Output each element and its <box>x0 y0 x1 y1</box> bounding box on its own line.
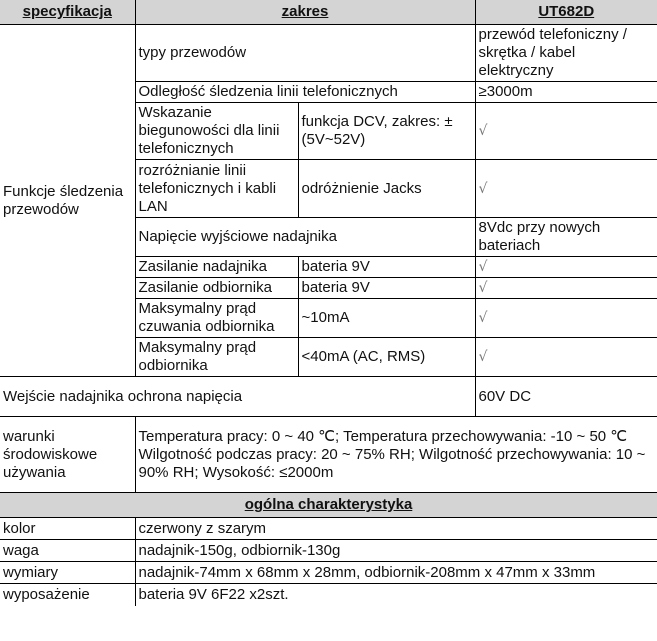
spec-name: kolor <box>0 518 135 540</box>
spec-value: przewód telefoniczny / skrętka / kabel elektryczny <box>475 25 657 82</box>
spec-name: waga <box>0 540 135 562</box>
spec-value: bateria 9V 6F22 x2szt. <box>138 585 289 603</box>
spec-range: <40mA (AC, RMS) <box>298 338 475 377</box>
section-header-row <box>0 493 657 518</box>
environment-temperature: Temperatura pracy: 0 ~ 40 ℃; Temperatura przechowywania: -10 ~ 50 ℃ <box>138 427 628 445</box>
spec-range: bateria 9V <box>298 257 475 278</box>
table-row <box>0 417 657 493</box>
table-row <box>0 540 657 562</box>
check-mark-icon: √ <box>475 278 657 299</box>
spec-range: funkcja DCV, zakres: ±(5V~52V) <box>298 103 475 160</box>
section-title: ogólna charakterystyka <box>0 493 657 518</box>
spec-name: wymiary <box>0 562 135 584</box>
spec-value: 8Vdc przy nowych bateriach <box>475 218 657 257</box>
spec-name: warunki środowiskowe używania <box>0 417 135 493</box>
header-model: UT682D <box>475 0 657 25</box>
table-row <box>0 562 657 584</box>
spec-name: Zasilanie odbiornika <box>135 278 298 299</box>
spec-value: nadajnik-150g, odbiornik-130g <box>135 540 657 562</box>
check-mark-icon: √ <box>475 103 657 160</box>
check-mark-icon: √ <box>478 349 488 365</box>
spec-name: Maksymalny prąd odbiornika <box>135 338 298 377</box>
header-spec: specyfikacja <box>0 0 135 25</box>
header-row <box>0 0 657 25</box>
spec-value: ≥3000m <box>475 82 657 103</box>
spec-name: Zasilanie nadajnika <box>135 257 298 278</box>
spec-value: 60V DC <box>475 377 657 417</box>
spec-name: Maksymalny prąd czuwania odbiornika <box>135 299 298 338</box>
spec-name: Odległość śledzenia linii telefonicznych <box>135 82 475 103</box>
spec-value <box>135 417 657 493</box>
check-mark-icon: √ <box>475 257 657 278</box>
spec-name: Wejście nadajnika ochrona napięcia <box>0 377 475 417</box>
spec-range: odróżnienie Jacks <box>298 160 475 218</box>
table-row <box>0 377 657 417</box>
table-row <box>0 518 657 540</box>
spec-name: rozróżnianie linii telefonicznych i kabli LAN <box>135 160 298 218</box>
spec-range: bateria 9V <box>298 278 475 299</box>
spec-name: Wskazanie biegunowości dla linii telefonicznych <box>135 103 298 160</box>
spec-name: typy przewodów <box>135 25 475 82</box>
spec-range: ~10mA <box>298 299 475 338</box>
spec-value: nadajnik-74mm x 68mm x 28mm, odbiornik-208mm x 47mm x 33mm <box>135 562 657 584</box>
spec-name: Napięcie wyjściowe nadajnika <box>135 218 475 257</box>
group-label: Funkcje śledzenia przewodów <box>0 25 135 377</box>
spec-value: czerwony z szarym <box>135 518 657 540</box>
environment-humidity: Wilgotność podczas pracy: 20 ~ 75% RH; Wilgotność przechowywania: 10 ~ 90% RH; Wysokość: ≤2000m <box>138 445 646 481</box>
spec-name: wyposażenie <box>0 584 135 606</box>
header-range: zakres <box>135 0 475 25</box>
table-row <box>0 584 657 606</box>
check-mark-icon: √ <box>475 160 657 218</box>
check-mark-icon: √ <box>475 299 657 338</box>
table-row <box>0 25 657 82</box>
